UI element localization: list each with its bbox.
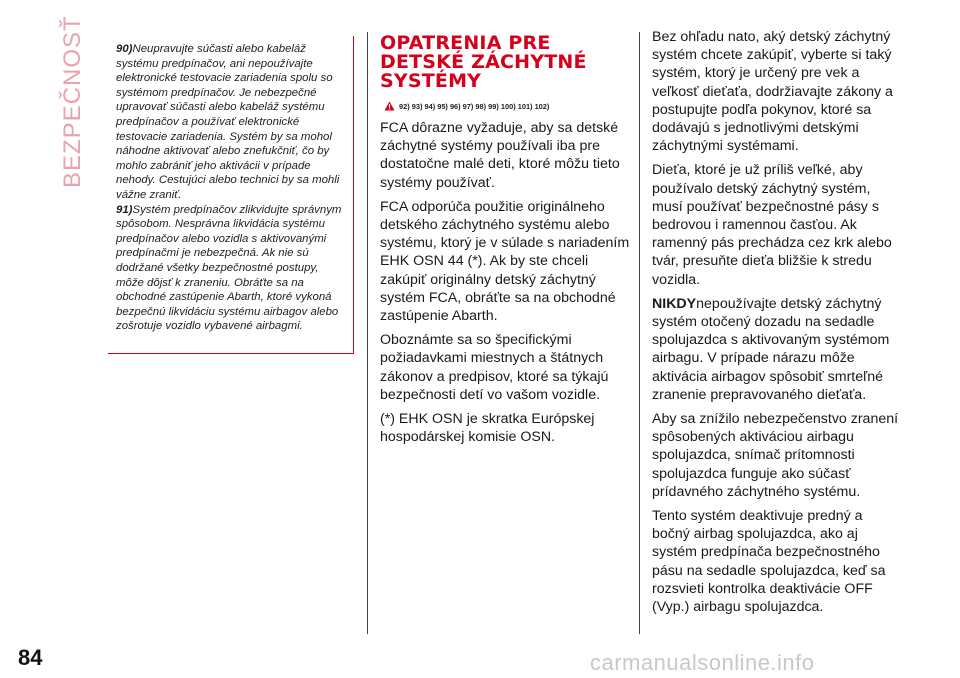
- body-paragraph: Bez ohľadu nato, aký detský záchytný systém chcete zakúpiť, vyberte si taký systém, ktorý je určený pre vek a veľkosť dieťaťa, dodržiavajte zákony a postupujte podľa pokynov, ktoré sa dodávajú s jednotlivými detskými záchytnými systémami.: [652, 29, 893, 155]
- column-divider: [367, 32, 368, 634]
- body-paragraph-text: nepoužívajte detský záchytný systém otočený dozadu na sedadle spolujazdca s aktivovaným systémom airbagu. V prípade nárazu môže aktivácia airbagov spôsobiť smrteľné zranenie prepravovaného dieťaťa.: [652, 295, 890, 403]
- body-paragraph: Oboznámte sa so špecifickými požiadavkami miestnych a štátnych zákonov a predpisov, ktoré sa týkajú bezpečnosti detí vo vašom vozidle.: [380, 332, 609, 403]
- body-paragraph: Aby sa znížilo nebezpečenstvo zranení spôsobených aktiváciou airbagu spolujazdca, snímač prítomnosti spolujazdca funguje ako súčasť prídavného záchytného systému.: [652, 411, 899, 500]
- body-paragraph: [652, 295, 902, 404]
- page-number: 84: [18, 645, 43, 670]
- warning-references: [384, 101, 630, 111]
- warning-note-text: Systém predpínačov zlikvidujte správnym spôsobom. Nesprávna likvidácia systému predpínačov alebo vozidla s aktivovanými predpínačmi je nebezpečná. Ak nie sú dodržané všetky bezpečnostné postupy, môže dôjsť k zraneniu. Obráťte sa na obchodné zastúpenie Abarth, ktoré vykoná bezpečnú likvidáciu systému airbagov alebo zošrotuje vozidlo vybavené airbagmi.: [116, 203, 342, 333]
- body-paragraph: FCA dôrazne vyžaduje, aby sa detské záchytné systémy používali iba pre dostatočne malé deti, ktoré môžu tieto systémy používať.: [380, 120, 620, 191]
- warning-note-number: 91): [116, 203, 133, 216]
- warning-notes-box: [108, 36, 354, 354]
- column-divider: [639, 32, 640, 634]
- warning-note-number: 90): [116, 43, 133, 55]
- emphasis-never: NIKDY: [652, 295, 697, 312]
- warning-note: [116, 203, 347, 334]
- footnote-paragraph: (*) EHK OSN je skratka Európskej hospodárskej komisie OSN.: [380, 411, 595, 446]
- warning-triangle-icon: [384, 101, 395, 111]
- content-column-middle: [380, 34, 630, 452]
- body-paragraph: Dieťa, ktoré je už príliš veľké, aby používalo detský záchytný systém, musí používať bezpečnostné pásy s bedrovou i ramennou časťou. Ak ramenný pás prechádza cez krk alebo tvár, presuňte dieťa bližšie k stredu vozidla.: [652, 162, 892, 288]
- section-heading: OPATRENIA PRE DETSKÉ ZÁCHYTNÉ SYSTÉMY: [380, 32, 587, 92]
- body-paragraph: Tento systém deaktivuje predný a bočný airbag spolujazdca, ako aj systém predpínača bezpečnostného pásu na sedadle spolujazdca, keď sa rozsvieti kontrolka deaktivácie OFF (Vyp.) airbagu spolujazdca.: [652, 508, 886, 616]
- warning-reference-list: 92) 93) 94) 95) 96) 97) 98) 99) 100) 101) 102): [399, 101, 550, 111]
- watermark: carmanualsonline.info: [590, 650, 815, 675]
- warning-note: [116, 42, 347, 203]
- section-side-title: BEZPEČNOSŤ: [59, 15, 86, 188]
- warning-note-text: Neupravujte súčasti alebo kabeláž systému predpínačov, ani nepoužívajte elektronické testovacie zariadenia spolu so systémom predpínačov. Je nebezpečné upravovať súčasti alebo kabeláž systému predpínačov a používať elektronické testovacie zariadenia. Systém by sa mohol náhodne aktivovať alebo znefukčniť, čo by mohlo zabrániť jeho aktivácii v prípade nehody. Cestujúci alebo technici by sa mohli vážne zraniť.: [116, 43, 340, 201]
- body-paragraph: FCA odporúča použitie originálneho detského záchytného systému alebo systému, ktorý je v súlade s nariadením EHK OSN 44 (*). Ak by ste chceli zakúpiť originálny detský záchytný systém FCA, obráťte sa na obchodné zastúpenie Abarth.: [380, 198, 630, 325]
- content-column-right: [652, 28, 902, 622]
